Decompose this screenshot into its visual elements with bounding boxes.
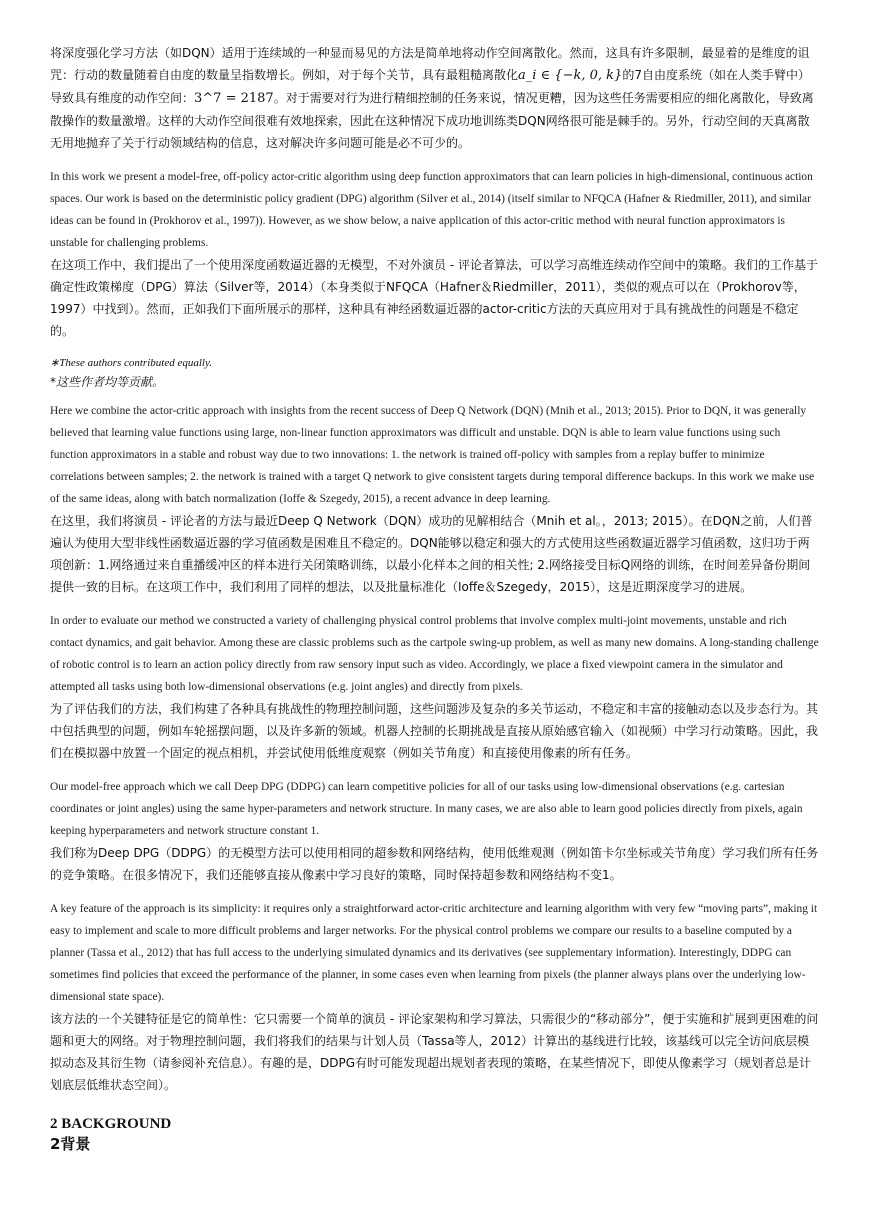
section-heading-zh: 2背景 bbox=[50, 1135, 91, 1153]
footnote-zh: *这些作者均等贡献。 bbox=[50, 375, 165, 389]
paragraph-ddpg-zh: 我们称为Deep DPG（DDPG）的无模型方法可以使用相同的超参数和网络结构，使用低维观测（例如笛卡尔坐标或关节角度）学习我们所有任务的竞争策略。在很多情况下，我们还能够直接从像素中学习良好的策略，同时保持超参数和网络结构不变1。 bbox=[50, 846, 819, 882]
intro-text-part1: 将深度强化学习方法（如DQN）适用于连续域的一种显而易见的方法是简单地将动作空间离散化。然而，这具有许多限制，最显着的是维度的诅咒：行动的数量随着自由度的数量呈指数增长。例如，对于每个关节，具有最粗糙离散化 bbox=[50, 46, 810, 82]
section-heading-en: 2 BACKGROUND bbox=[50, 1116, 172, 1132]
paragraph-dqn-en: Here we combine the actor-critic approach with insights from the recent success of Deep Q Network (DQN) (Mnih et al., 2013; 2015). Prior to DQN, it was generally believed that learning value functions using large, non-linear function approximators was difficult and unstable. DQN is able to learn value functions using such function approximators in a stable and robust way due to two innovations: 1. the network is trained off-policy with samples from a replay buffer to minimize correlations between samples; 2. the network is trained with a target Q network to give consistent targets during temporal difference backups. In this work we make use of the same ideas, along with batch normalization (Ioffe & Szegedy, 2015), a recent advance in deep learning. bbox=[50, 405, 815, 505]
footnote-en: ∗These authors contributed equally. bbox=[50, 357, 212, 369]
paragraph-simplicity-zh: 该方法的一个关键特征是它的简单性：它只需要一个简单的演员 - 评论家架构和学习算法，只需很少的“移动部分”，便于实施和扩展到更困难的问题和更大的网络。对于物理控制问题，我们将我们的结果与计划人员（Tassa等人，2012）计算出的基线进行比较，该基线可以完全访问底层模拟动态及其衍生物（请参阅补充信息）。有趣的是，DDPG有时可能发现超出规划者表现的策略，在某些情况下，即使从像素学习（规划者总是计划底层低维状态空间）。 bbox=[50, 1012, 819, 1092]
math-action-count: 3^7 = 2187 bbox=[194, 91, 274, 106]
intro-text-part3: 。对于需要对行为进行精细控制的任务来说，情况更糟，因为这些任务需要相应的细化离散化，导致离散操作的数量激增。这样的大动作空间很难有效地探索，因此在这种情况下成功地训练类DQN网络很可能是棘手的。另外，行动空间的天真离散无用地抛弃了关于行动领域结构的信息，这对解决许多问题可能是必不可少的。 bbox=[50, 91, 814, 150]
intro-paragraph-zh bbox=[50, 42, 820, 154]
intro-text-part2: 的7自由度系统（如在人类手臂中）导致具有维度的动作空间： bbox=[50, 68, 810, 105]
math-discretization: a_i ∈ {−k, 0, k} bbox=[518, 68, 623, 83]
paragraph-work-en: In this work we present a model-free, off-policy actor-critic algorithm using deep function approximators that can learn policies in high-dimensional, continuous action spaces. Our work is based on the deterministic policy gradient (DPG) algorithm (Silver et al., 2014) (itself similar to NFQCA (Hafner & Riedmiller, 2011), and similar ideas can be found in (Prokhorov et al., 1997)). However, as we show below, a naive application of this actor-critic method with neural function approximators is unstable for challenging problems. bbox=[50, 171, 813, 249]
paragraph-evaluate-zh: 为了评估我们的方法，我们构建了各种具有挑战性的物理控制问题，这些问题涉及复杂的多关节运动，不稳定和丰富的接触动态以及步态行为。其中包括典型的问题，例如车轮摇摆问题，以及许多新的领域。机器人控制的长期挑战是直接从原始感官输入（如视频）中学习行动策略。因此，我们在模拟器中放置一个固定的视点相机，并尝试使用低维度观察（例如关节角度）和直接使用像素的所有任务。 bbox=[50, 702, 819, 760]
paragraph-evaluate-en: In order to evaluate our method we constructed a variety of challenging physical control problems that involve complex multi-joint movements, unstable and rich contact dynamics, and gait behavior. Among these are classic problems such as the cartpole swing-up problem, as well as many new domains. A long-standing challenge of robotic control is to learn an action policy directly from raw sensory input such as video. Accordingly, we place a fixed viewpoint camera in the simulator and attempted all tasks using both low-dimensional observations (e.g. joint angles) and directly from pixels. bbox=[50, 615, 819, 693]
paragraph-ddpg-en: Our model-free approach which we call Deep DPG (DDPG) can learn competitive policies for all of our tasks using low-dimensional observations (e.g. cartesian coordinates or joint angles) using the same hyper-parameters and network structure. In many cases, we are also able to learn good policies directly from pixels, again keeping hyperparameters and network structure constant 1. bbox=[50, 781, 803, 837]
paragraph-simplicity-en: A key feature of the approach is its simplicity: it requires only a straightforward actor-critic architecture and learning algorithm with very few “moving parts”, making it easy to implement and scale to more difficult problems and larger networks. For the physical control problems we compare our results to a baseline computed by a planner (Tassa et al., 2012) that has full access to the underlying simulated dynamics and its derivatives (see supplementary information). Interestingly, DDPG can sometimes find policies that exceed the performance of the planner, in some cases even when learning from pixels (the planner always plans over the underlying low-dimensional state space). bbox=[50, 903, 818, 1003]
paper-page bbox=[50, 42, 820, 1154]
paragraph-work-zh: 在这项工作中，我们提出了一个使用深度函数逼近器的无模型，不对外演员 - 评论者算法，可以学习高维连续动作空间中的策略。我们的工作基于确定性政策梯度（DPG）算法（Silver等，2014）（本身类似于NFQCA（Hafner＆Riedmiller，2011），类似的观点可以在（Prokhorov等，1997）中找到）。然而，正如我们下面所展示的那样，这种具有神经函数逼近器的actor-critic方法的天真应用对于具有挑战性的问题是不稳定的。 bbox=[50, 258, 818, 338]
paragraph-dqn-zh: 在这里，我们将演员 - 评论者的方法与最近Deep Q Network（DQN）成功的见解相结合（Mnih et al。，2013; 2015）。在DQN之前，人们普遍认为使用大型非线性函数逼近器的学习值函数是困难且不稳定的。DQN能够以稳定和强大的方式使用这些函数逼近器学习值函数，这归功于两项创新：1.网络通过来自重播缓冲区的样本进行关闭策略训练，以最小化样本之间的相关性; 2.网络接受目标Q网络的训练，在时间差异备份期间提供一致的目标。在这项工作中，我们利用了同样的想法，以及批量标准化（Ioffe＆Szegedy，2015），这是近期深度学习的进展。 bbox=[50, 514, 813, 594]
